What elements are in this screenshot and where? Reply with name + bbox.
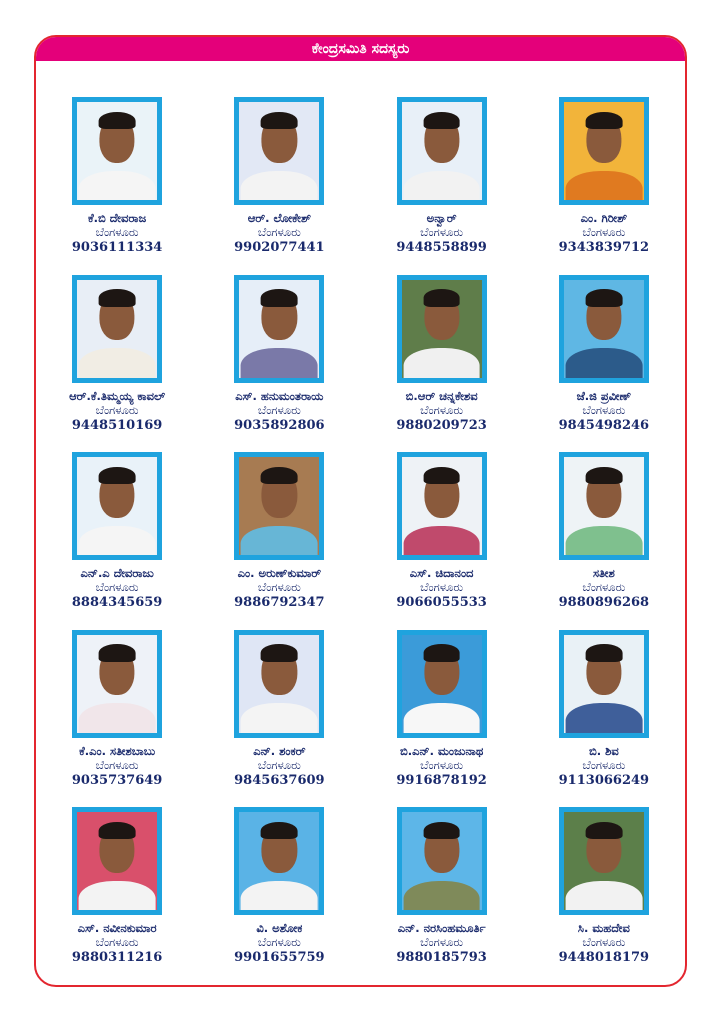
portrait-hair — [585, 467, 622, 485]
member-photo — [559, 97, 649, 205]
member-photo — [234, 807, 324, 915]
portrait-image — [77, 102, 157, 200]
member-photo — [559, 452, 649, 560]
portrait-image — [564, 635, 644, 733]
member-city: ಬೆಂಗಳೂರು — [95, 402, 139, 417]
portrait-image — [402, 457, 482, 555]
member-phone: 9448018179 — [558, 950, 650, 965]
member-card — [523, 630, 685, 808]
member-city: ಬೆಂಗಳೂರು — [95, 580, 139, 594]
portrait-image — [564, 280, 644, 378]
portrait-hair — [261, 467, 298, 485]
member-name: ಎಸ್. ನವೀನಕುಮಾರ — [77, 921, 157, 935]
portrait-shirt — [241, 703, 318, 732]
portrait-shirt — [403, 171, 480, 200]
portrait-image — [564, 457, 644, 555]
member-card — [523, 807, 685, 985]
member-name: ಎಸ್. ಹನುಮಂತರಾಯ — [235, 388, 324, 403]
member-city: ಬೆಂಗಳೂರು — [420, 225, 464, 239]
member-city: ಬೆಂಗಳೂರು — [257, 757, 301, 772]
portrait-shirt — [79, 171, 156, 200]
member-name: ಅನ್ವಾರ್ — [426, 211, 457, 225]
portrait-image — [564, 812, 644, 910]
member-name: ಕೆ.ಬಿ ದೇವರಾಜ — [88, 211, 147, 225]
portrait-image — [239, 635, 319, 733]
member-city: ಬೆಂಗಳೂರು — [257, 935, 301, 949]
portrait-shirt — [565, 348, 642, 377]
page-frame — [34, 35, 687, 987]
member-card — [36, 97, 198, 275]
member-city: ಬೆಂಗಳೂರು — [95, 935, 139, 949]
member-city: ಬೆಂಗಳೂರು — [257, 402, 301, 417]
portrait-hair — [99, 644, 136, 662]
portrait-hair — [423, 644, 460, 662]
member-photo — [234, 275, 324, 383]
portrait-hair — [423, 467, 460, 485]
portrait-hair — [423, 822, 460, 840]
member-photo — [397, 275, 487, 383]
portrait-image — [239, 812, 319, 910]
member-name: ಕೆ.ಎಂ. ಸತೀಶಬಾಬು — [79, 743, 156, 758]
member-phone: 9035737649 — [71, 772, 163, 788]
portrait-shirt — [79, 703, 156, 732]
member-city: ಬೆಂಗಳೂರು — [420, 402, 464, 417]
member-phone: 9845637609 — [234, 772, 325, 788]
portrait-hair — [423, 289, 460, 307]
member-name: ಸಿ. ಮಹದೇವ — [577, 921, 630, 935]
portrait-shirt — [565, 526, 642, 555]
member-photo — [234, 630, 324, 738]
portrait-hair — [99, 467, 136, 485]
portrait-hair — [585, 644, 622, 662]
member-card — [198, 452, 360, 630]
portrait-image — [77, 812, 157, 910]
member-name: ಬಿ.ಎನ್. ಮಂಜುನಾಥ — [399, 743, 484, 758]
member-photo — [72, 807, 162, 915]
portrait-shirt — [241, 171, 318, 200]
member-card — [361, 630, 523, 808]
member-phone: 9036111334 — [71, 240, 163, 255]
member-phone: 8884345659 — [71, 595, 163, 610]
member-photo — [397, 807, 487, 915]
member-city: ಬೆಂಗಳೂರು — [582, 935, 626, 949]
member-city: ಬೆಂಗಳೂರು — [257, 225, 301, 239]
members-grid — [36, 97, 685, 985]
member-city: ಬೆಂಗಳೂರು — [420, 935, 464, 949]
portrait-image — [564, 102, 644, 200]
member-phone: 9113066249 — [558, 772, 650, 788]
member-phone: 9448558899 — [396, 240, 487, 255]
member-card — [36, 807, 198, 985]
portrait-shirt — [403, 703, 480, 732]
portrait-shirt — [79, 881, 156, 910]
member-phone: 9066055533 — [396, 595, 487, 610]
portrait-image — [402, 635, 482, 733]
member-phone: 9886792347 — [234, 595, 325, 610]
member-photo — [397, 452, 487, 560]
member-card — [361, 97, 523, 275]
portrait-image — [239, 280, 319, 378]
member-photo — [234, 452, 324, 560]
page-title: ಕೇಂದ್ರಸಮಿತಿ ಸದಸ್ಯರು — [36, 37, 685, 61]
member-card — [36, 275, 198, 453]
portrait-hair — [585, 289, 622, 307]
member-phone: 9880311216 — [71, 950, 163, 965]
portrait-shirt — [79, 526, 156, 555]
member-card — [36, 630, 198, 808]
portrait-hair — [261, 822, 298, 840]
portrait-image — [239, 102, 319, 200]
portrait-image — [402, 102, 482, 200]
member-card — [198, 275, 360, 453]
portrait-hair — [261, 289, 298, 307]
portrait-image — [77, 457, 157, 555]
member-photo — [72, 630, 162, 738]
member-photo — [72, 452, 162, 560]
member-photo — [234, 97, 324, 205]
member-name: ಆರ್. ಲೋಕೇಶ್ — [247, 211, 312, 225]
portrait-shirt — [241, 348, 318, 377]
member-city: ಬೆಂಗಳೂರು — [582, 757, 626, 772]
portrait-hair — [261, 112, 298, 130]
portrait-hair — [261, 644, 298, 662]
member-city: ಬೆಂಗಳೂರು — [582, 225, 626, 239]
portrait-shirt — [565, 171, 642, 200]
member-photo — [559, 275, 649, 383]
member-name: ಜೆ.ಜಿ ಪ್ರವೀಣ್ — [576, 388, 632, 403]
member-card — [523, 275, 685, 453]
portrait-hair — [423, 112, 460, 130]
member-photo — [397, 630, 487, 738]
member-card — [361, 807, 523, 985]
member-name: ಬಿ.ಆರ್ ಚನ್ನಕೇಶವ — [405, 388, 478, 403]
member-card — [198, 807, 360, 985]
member-phone: 9343839712 — [558, 240, 650, 255]
member-name: ಎಸ್. ಚಿದಾನಂದ — [409, 566, 474, 580]
portrait-shirt — [403, 526, 480, 555]
portrait-hair — [99, 822, 136, 840]
member-name: ಸತೀಶ — [592, 566, 615, 580]
member-name: ಎನ್. ನರಸಿಂಹಮೂರ್ತಿ — [397, 921, 486, 935]
portrait-shirt — [565, 703, 642, 732]
member-card — [361, 452, 523, 630]
member-card — [523, 97, 685, 275]
portrait-shirt — [565, 881, 642, 910]
member-card — [198, 97, 360, 275]
portrait-image — [77, 280, 157, 378]
portrait-shirt — [403, 348, 480, 377]
portrait-hair — [99, 112, 136, 130]
member-phone: 9902077441 — [234, 240, 325, 255]
member-card — [198, 630, 360, 808]
member-city: ಬೆಂಗಳೂರು — [582, 402, 626, 417]
member-phone: 9035892806 — [234, 417, 325, 433]
member-city: ಬೆಂಗಳೂರು — [95, 225, 139, 239]
member-photo — [559, 630, 649, 738]
member-card — [36, 452, 198, 630]
member-photo — [72, 97, 162, 205]
portrait-hair — [585, 112, 622, 130]
member-phone: 9880209723 — [396, 417, 487, 433]
member-city: ಬೆಂಗಳೂರು — [95, 757, 139, 772]
portrait-hair — [585, 822, 622, 840]
member-name: ಎಂ. ಗಿರೀಶ್ — [580, 211, 628, 225]
member-name: ಎಂ. ಅರುಣ್‌ಕುಮಾರ್ — [237, 566, 322, 580]
member-card — [523, 452, 685, 630]
member-city: ಬೆಂಗಳೂರು — [420, 580, 464, 594]
member-photo — [72, 275, 162, 383]
portrait-image — [77, 635, 157, 733]
member-phone: 9845498246 — [558, 417, 650, 433]
portrait-image — [402, 280, 482, 378]
portrait-image — [402, 812, 482, 910]
portrait-shirt — [241, 881, 318, 910]
member-city: ಬೆಂಗಳೂರು — [420, 757, 464, 772]
member-name: ವಿ. ಅಶೋಕ — [256, 921, 303, 935]
member-phone: 9901655759 — [234, 950, 325, 965]
member-name: ಎನ್.ಎ ದೇವರಾಜು — [80, 566, 154, 580]
portrait-shirt — [403, 881, 480, 910]
member-phone: 9916878192 — [396, 772, 487, 788]
member-city: ಬೆಂಗಳೂರು — [257, 580, 301, 594]
member-name: ಆರ್.ಕೆ.ತಿಮ್ಮಯ್ಯ ಕಾವಲ್ — [69, 388, 166, 403]
portrait-hair — [99, 289, 136, 307]
portrait-shirt — [79, 348, 156, 377]
member-phone: 9880896268 — [558, 595, 650, 610]
member-photo — [397, 97, 487, 205]
member-name: ಎನ್. ಶಂಕರ್ — [253, 743, 306, 758]
member-city: ಬೆಂಗಳೂರು — [582, 580, 626, 594]
member-phone: 9880185793 — [396, 950, 487, 965]
member-name: ಬಿ. ಶಿವ — [588, 743, 619, 758]
member-photo — [559, 807, 649, 915]
portrait-image — [239, 457, 319, 555]
member-phone: 9448510169 — [71, 417, 163, 433]
member-card — [361, 275, 523, 453]
portrait-shirt — [241, 526, 318, 555]
